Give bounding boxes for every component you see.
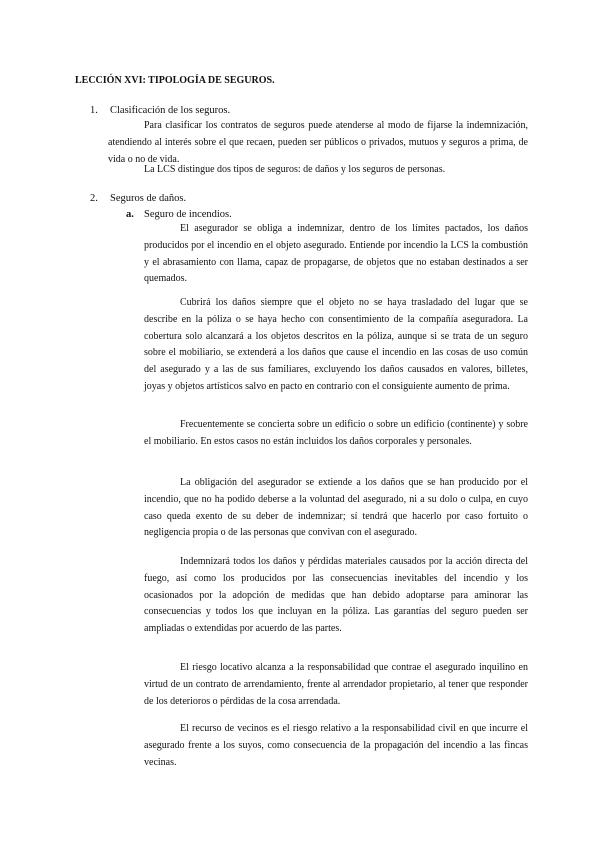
lesson-title: LECCIÓN XVI: TIPOLOGÍA DE SEGUROS. bbox=[75, 75, 275, 86]
fire-insurance-paragraph: Frecuentemente se concierta sobre un edificio o sobre un edificio (continente) y sobre el mobiliario. En estos casos no están incluidos los daños corporales y personales. bbox=[144, 419, 528, 447]
fire-insurance-paragraph: La obligación del asegurador se extiende a los daños que se han producido por el incendio, que no ha podido deberse a la voluntad del asegurado, ni a su dolo o culpa, en cuyo caso queda exento de su deber de indemnizar; sí tendrá que hacerlo por caso fortuito o negligencia propia o de las personas que convivan con el asegurado. bbox=[144, 477, 528, 539]
fire-insurance-paragraph: Indemnizará todos los daños y pérdidas materiales causados por la acción directa del fuego, así como los producidos por las consecuencias inevitables del incendio y los ocasionados por la adopción de medidas que han debido adoptarse para aminorar las consecuencias y todos los que incluyan en la póliza. Las garantías del seguro pueden ser ampliadas o extendidas por acuerdo de las partes. bbox=[144, 556, 528, 635]
section-2-number: 2. bbox=[90, 193, 98, 204]
section-1-title: Clasificación de los seguros. bbox=[110, 105, 231, 116]
section-2-title: Seguros de daños. bbox=[110, 193, 187, 204]
fire-insurance-paragraph: El recurso de vecinos es el riesgo relativo a la responsabilidad civil en que incurre el asegurado frente a los suyos, como consecuencia de la propagación del incendio a las fincas vecinas. bbox=[144, 723, 528, 768]
subsection-a-letter: a. bbox=[126, 209, 134, 220]
fire-insurance-paragraph: Cubrirá los daños siempre que el objeto no se haya trasladado del lugar que se describe en la póliza o se haya hecho con consentimiento de la compañía aseguradora. La cobertura solo alcanzará a los objetos descritos en la póliza, aunque si se trata de un seguro sobre el mobiliario, se extenderá a los daños que cause el incendio en las cosas de uso común del asegurado y a las de sus familiares, excluyendo los daños causados en valores, billetes, joyas y objetos artísticos salvo en pacto en contrario con el consiguiente aumento de prima. bbox=[144, 297, 528, 392]
section-2-heading bbox=[90, 193, 186, 204]
section-1-paragraph: Para clasificar los contratos de seguros puede atenderse al modo de fijarse la indemnización, atendiendo al interés sobre el que recaen, pueden ser públicos o privados, mutuos y seguros a prima, de vida o no de vida. bbox=[108, 120, 528, 165]
section-1-number: 1. bbox=[90, 105, 98, 116]
fire-insurance-paragraph: El riesgo locativo alcanza a la responsabilidad que contrae el asegurado inquilino en virtud de un contrato de arrendamiento, frente al arrendador propietario, al tener que responder de los deterioros o pérdidas de la cosa arrendada. bbox=[144, 662, 528, 707]
fire-insurance-paragraph: El asegurador se obliga a indemnizar, dentro de los límites pactados, los daños producidos por el incendio en el objeto asegurado. Entiende por incendio la LCS la combustión y el abrasamiento con llama, capaz de propagarse, de objetos que no estaban destinados a ser quemados. bbox=[144, 223, 528, 285]
section-1-paragraph: La LCS distingue dos tipos de seguros: de daños y los seguros de personas. bbox=[144, 164, 446, 175]
subsection-a-title: Seguro de incendios. bbox=[144, 209, 232, 220]
subsection-a-heading bbox=[126, 209, 232, 220]
section-1-heading bbox=[90, 105, 230, 116]
